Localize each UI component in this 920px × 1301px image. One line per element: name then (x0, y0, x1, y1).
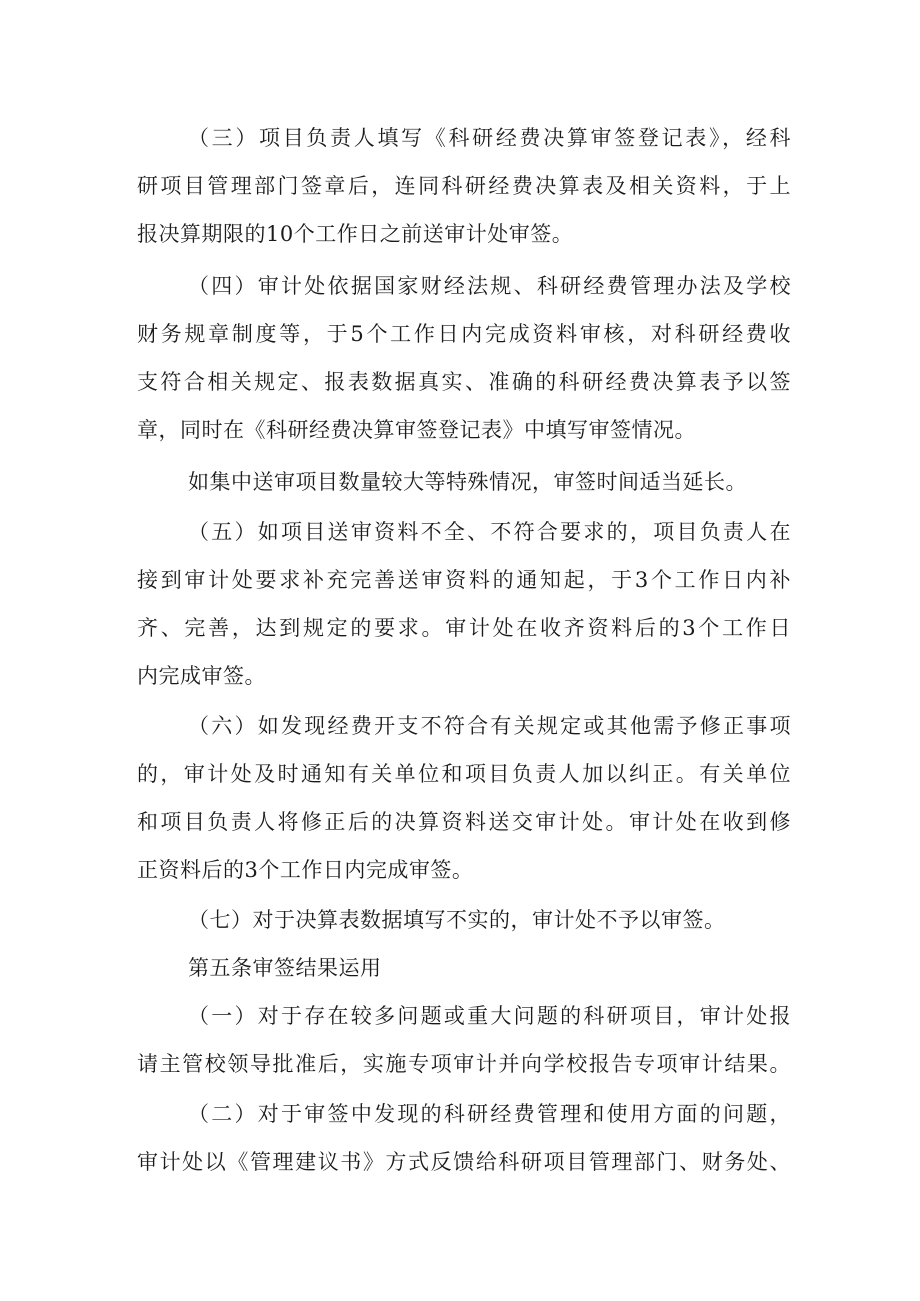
paragraph-line: 请主管校领导批准后，实施专项审计并向学校报告专项审计结果。 (137, 1052, 791, 1076)
paragraph-line: 报决算期限的10个工作日之前送审计处审签。 (137, 222, 574, 246)
paragraph-line: （三）项目负责人填写《科研经费决算审签登记表》，经科 (188, 126, 791, 150)
paragraph-line: 支符合相关规定、报表数据真实、准确的科研经费决算表予以签 (137, 370, 791, 394)
paragraph-line: 和项目负责人将修正后的决算资料送交审计处。审计处在收到修 (137, 810, 791, 834)
paragraph-line: 如集中送审项目数量较大等特殊情况，审签时间适当延长。 (188, 470, 747, 494)
paragraph-line: 审计处以《管理建议书》方式反馈给科研项目管理部门、财务处、 (137, 1150, 791, 1174)
paragraph-line: （四）审计处依据国家财经法规、科研经费管理办法及学校 (188, 274, 791, 298)
paragraph-line: 研项目管理部门签章后，连同科研经费决算表及相关资料，于上 (137, 174, 791, 198)
paragraph-line: （五）如项目送审资料不全、不符合要求的，项目负责人在 (188, 520, 791, 544)
paragraph-line: （一）对于存在较多问题或重大问题的科研项目，审计处报 (188, 1004, 791, 1028)
paragraph-line: 正资料后的3个工作日内完成审签。 (137, 858, 474, 882)
paragraph-line: （六）如发现经费开支不符合有关规定或其他需予修正事项 (188, 714, 791, 738)
paragraph-line: 内完成审签。 (137, 664, 266, 688)
paragraph-line: 财务规章制度等，于5个工作日内完成资料审核，对科研经费收 (137, 322, 791, 346)
paragraph-line: 齐、完善，达到规定的要求。审计处在收齐资料后的3个工作日 (137, 616, 791, 640)
paragraph-line: 接到审计处要求补充完善送审资料的通知起，于3个工作日内补 (137, 568, 791, 592)
paragraph-line: （二）对于审签中发现的科研经费管理和使用方面的问题， (188, 1102, 791, 1126)
section-heading: 第五条审签结果运用 (188, 956, 382, 980)
paragraph-line: （七）对于决算表数据填写不实的，审计处不予以审签。 (188, 908, 726, 932)
paragraph-line: 章，同时在《科研经费决算审签登记表》中填写审签情况。 (137, 418, 696, 442)
paragraph-line: 的，审计处及时通知有关单位和项目负责人加以纠正。有关单位 (137, 762, 791, 786)
